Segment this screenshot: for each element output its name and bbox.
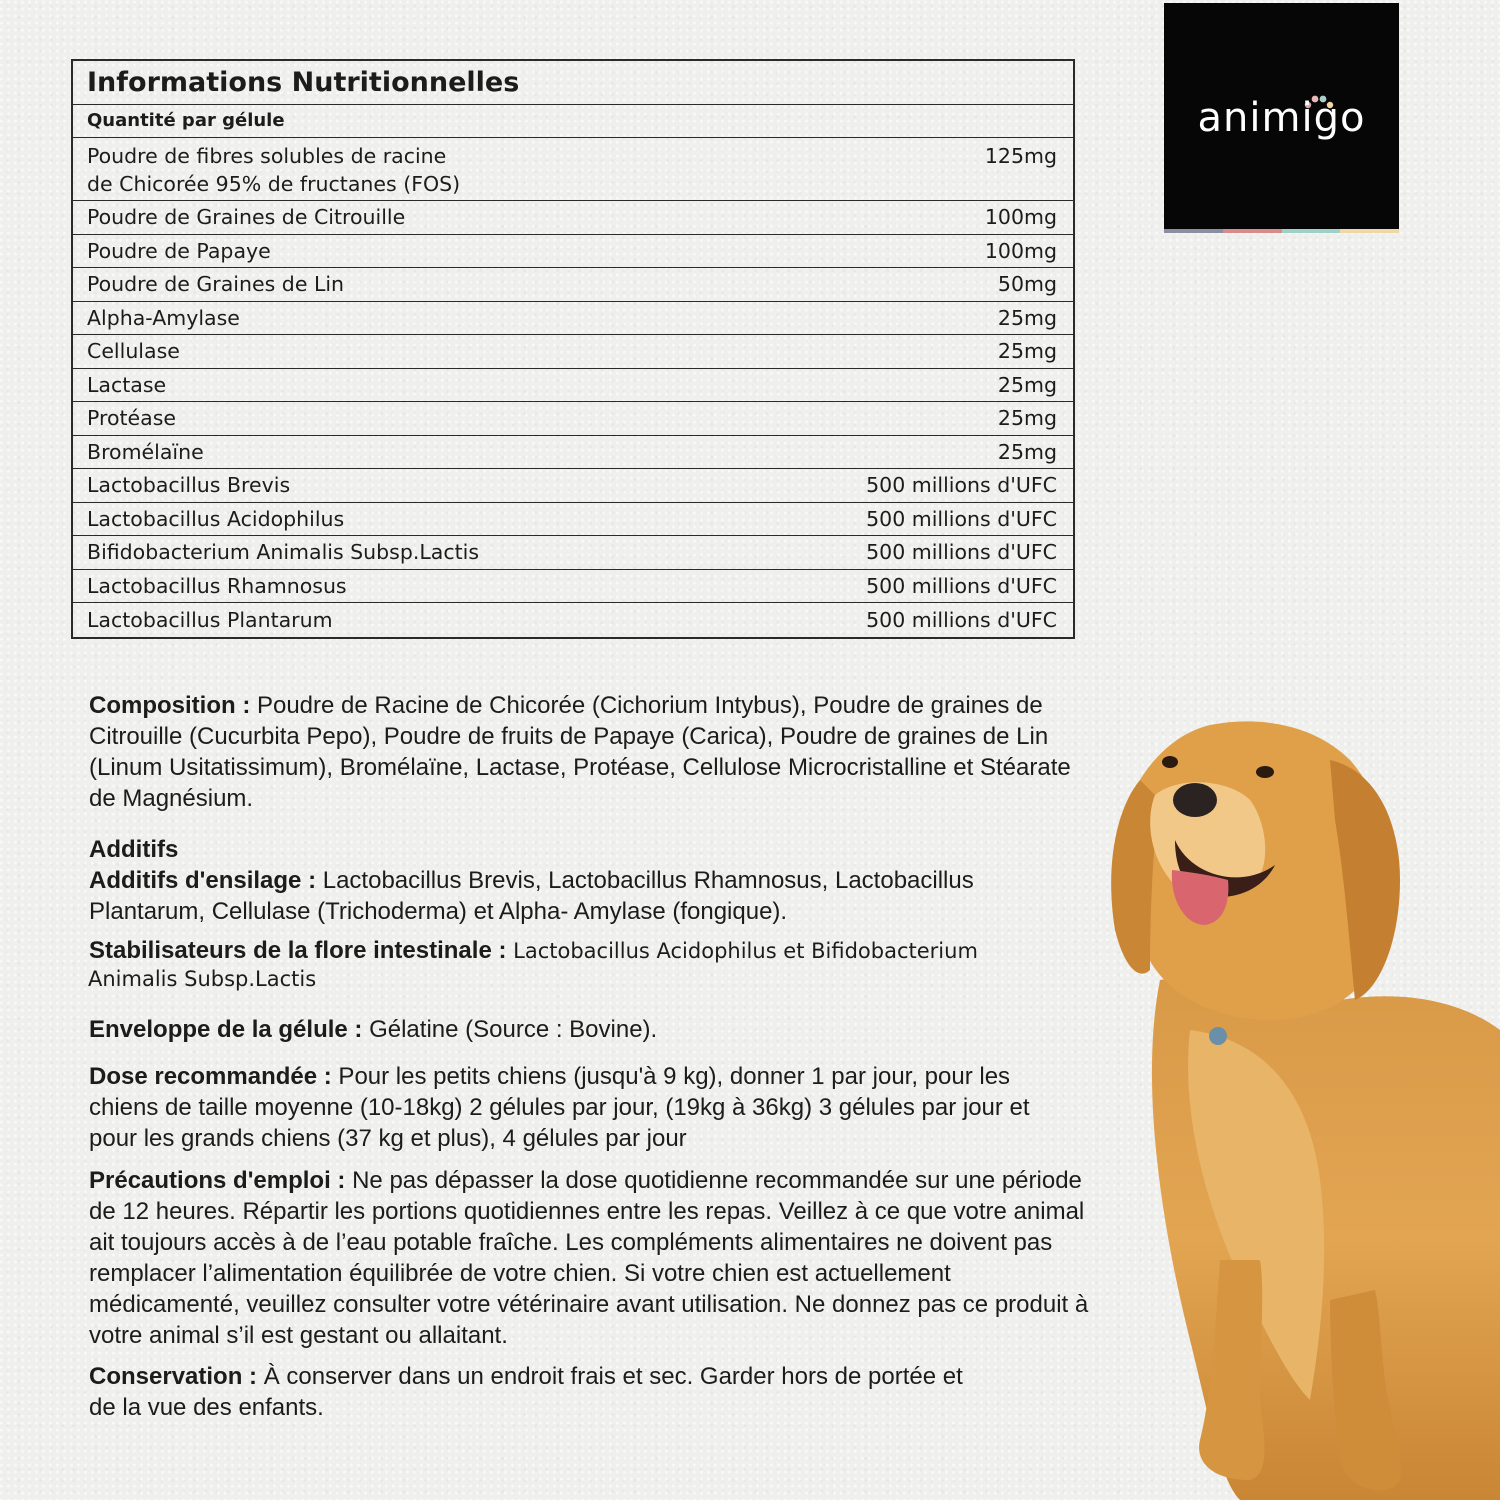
ingredient-name: Poudre de Graines de Citrouille <box>87 205 406 230</box>
table-subtitle: Quantité par gélule <box>73 105 1073 138</box>
table-row <box>73 138 1073 201</box>
ingredient-amount: 25mg <box>997 439 1057 464</box>
stabilisateurs-label: Stabilisateurs de la flore intestinale : <box>89 937 507 964</box>
ingredient-name: Alpha-Amylase <box>87 305 240 330</box>
stabilisateurs-text: Lactobacillus Acidophilus et Bifidobacterium <box>506 939 978 963</box>
ingredient-amount: 500 millions d'UFC <box>866 540 1057 565</box>
precautions-label: Précautions d'emploi : <box>89 1167 346 1194</box>
enveloppe-text: Gélatine (Source : Bovine). <box>362 1016 658 1043</box>
table-row <box>73 302 1073 336</box>
ingredient-name: Poudre de fibres solubles de racine de Chicorée 95% de fructanes (FOS) <box>87 144 461 196</box>
ensilage-label: Additifs d'ensilage : <box>89 867 317 894</box>
additifs-title: Additifs <box>89 836 179 863</box>
composition-label: Composition : <box>89 692 251 719</box>
ingredient-name: Bromélaïne <box>87 439 204 464</box>
table-row <box>73 335 1073 369</box>
stabilisateurs-paragraph <box>89 935 1089 966</box>
dose-paragraph <box>89 1061 1084 1154</box>
enveloppe-label: Enveloppe de la gélule : <box>89 1016 363 1043</box>
ingredient-name: Lactobacillus Rhamnosus <box>87 573 347 598</box>
animigo-logo <box>1164 3 1399 229</box>
ingredient-amount: 25mg <box>997 305 1057 330</box>
ingredient-name: Lactase <box>87 372 167 397</box>
nutrition-table <box>71 59 1075 639</box>
ingredient-amount: 25mg <box>997 372 1057 397</box>
ingredient-amount: 50mg <box>997 272 1057 297</box>
enveloppe-paragraph <box>89 1014 1089 1045</box>
conservation-label: Conservation : <box>89 1363 258 1390</box>
ensilage-paragraph <box>89 865 999 927</box>
conservation-paragraph <box>89 1361 989 1423</box>
logo-text: animigo <box>1197 95 1366 141</box>
table-row <box>73 436 1073 470</box>
ingredient-name: Protéase <box>87 406 177 431</box>
table-row <box>73 268 1073 302</box>
composition-text: Poudre de Racine de Chicorée (Cichorium Intybus), Poudre de graines de Citrouille (Cucurbita Pepo), Poudre de fruits de Papaye (Carica), Poudre de graines de Lin (Linum Usitatissimum), Bromélaïne, Lactase, Protéase, Cellulose Microcristalline et Stéarate de Magnésium. <box>89 692 1071 812</box>
table-row <box>73 536 1073 570</box>
ingredient-amount: 500 millions d'UFC <box>866 607 1057 632</box>
dose-label: Dose recommandée : <box>89 1063 332 1090</box>
ingredient-amount: 125mg <box>984 144 1057 168</box>
table-row <box>73 402 1073 436</box>
ingredient-name: Poudre de Papaye <box>87 238 271 263</box>
precautions-text: Ne pas dépasser la dose quotidienne recommandée sur une période de 12 heures. Répartir les portions quotidiennes entre les repas. Veillez à ce que votre animal ait toujours accès à de l’eau potable fraîche. Les compléments alimentaires ne doivent pas remplacer l’alimentation équilibrée de votre chien. Si votre chien est actuellement médicamenté, veuillez consulter votre vétérinaire avant utilisation. Ne donnez pas ce produit à votre animal s’il est gestant ou allaitant. <box>89 1167 1089 1349</box>
table-row <box>73 503 1073 537</box>
ingredient-name: Lactobacillus Acidophilus <box>87 506 345 531</box>
ingredient-amount: 100mg <box>984 238 1057 263</box>
conservation-text: À conserver dans un endroit frais et sec. Garder hors de portée et de la vue des enfants. <box>89 1363 963 1421</box>
ingredient-name: Poudre de Graines de Lin <box>87 272 345 297</box>
ingredient-name: Cellulase <box>87 339 180 364</box>
composition-paragraph <box>89 690 1079 814</box>
ensilage-text: Lactobacillus Brevis, Lactobacillus Rhamnosus, Lactobacillus Plantarum, Cellulase (Trichoderma) et Alpha- Amylase (fongique). <box>89 867 974 925</box>
ingredient-amount: 500 millions d'UFC <box>866 573 1057 598</box>
golden-retriever-image <box>1100 700 1500 1500</box>
table-row <box>73 369 1073 403</box>
ingredient-amount: 500 millions d'UFC <box>866 473 1057 498</box>
ingredient-amount: 100mg <box>984 205 1057 230</box>
table-row <box>73 235 1073 269</box>
ingredient-amount: 25mg <box>997 339 1057 364</box>
ingredient-name: Lactobacillus Brevis <box>87 473 291 498</box>
precautions-paragraph <box>89 1165 1094 1351</box>
table-row <box>73 469 1073 503</box>
ingredient-amount: 500 millions d'UFC <box>866 506 1057 531</box>
table-row <box>73 201 1073 235</box>
logo-color-bar <box>1164 229 1399 233</box>
ingredient-amount: 25mg <box>997 406 1057 431</box>
ingredient-name: Lactobacillus Plantarum <box>87 607 333 632</box>
table-body <box>73 138 1073 637</box>
table-title: Informations Nutritionnelles <box>73 61 1073 105</box>
stabilisateurs-text-line2: Animalis Subsp.Lactis <box>88 967 317 991</box>
dose-text: Pour les petits chiens (jusqu'à 9 kg), donner 1 par jour, pour les chiens de taille moyenne (10-18kg) 2 gélules par jour, (19kg à 36kg) 3 gélules par jour et pour les grands chiens (37 kg et plus), 4 gélules par jour <box>89 1063 1030 1152</box>
table-row <box>73 570 1073 604</box>
ingredient-name: Bifidobacterium Animalis Subsp.Lactis <box>87 540 480 565</box>
additifs-heading <box>89 834 1089 865</box>
table-row <box>73 603 1073 637</box>
